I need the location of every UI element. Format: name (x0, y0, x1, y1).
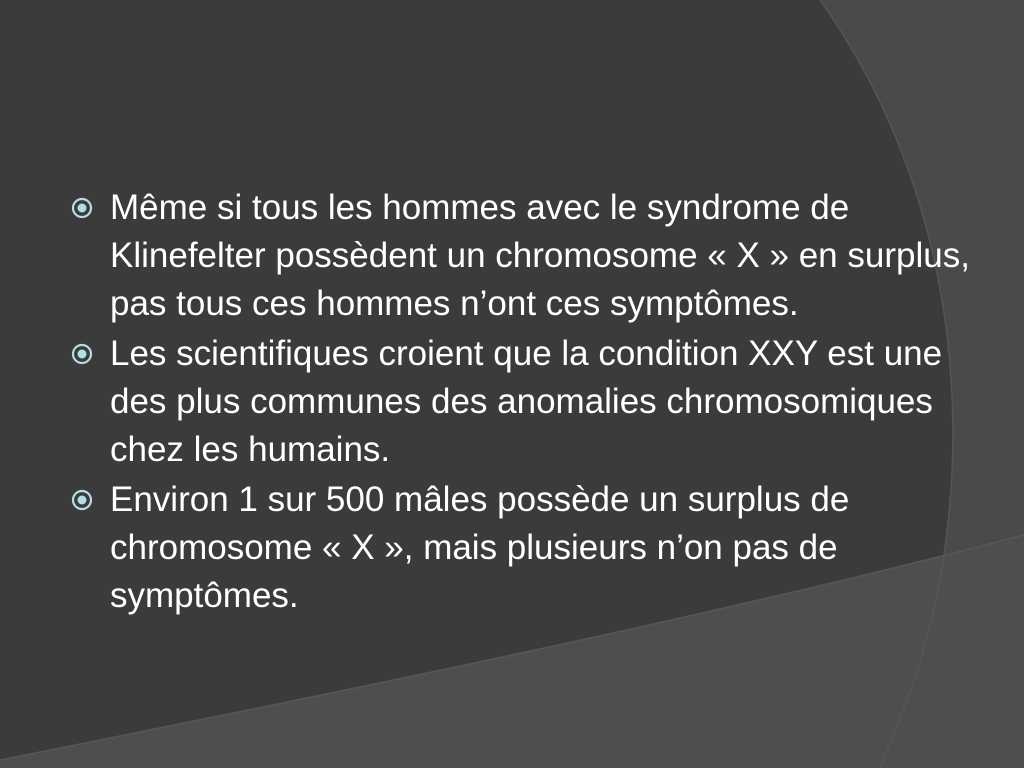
bullet-text: Même si tous les hommes avec le syndrome de Klinefelter possèdent un chromosome « X » en surplus, pas tous ces hommes n’ont ces symptômes. (110, 188, 970, 323)
bullet-item-1 (70, 184, 970, 328)
bullet-text: Les scientifiques croient que la condition XXY est une des plus communes des anomalies chromosomiques chez les humains. (110, 334, 943, 469)
bullet-item-2 (70, 330, 970, 474)
circle-bullet-icon (70, 196, 94, 220)
bullet-text: Environ 1 sur 500 mâles possède un surplus de chromosome « X », mais plusieurs n’on pas de symptômes. (110, 480, 850, 615)
bullet-list (70, 184, 970, 622)
circle-bullet-icon (70, 342, 94, 366)
circle-bullet-icon (70, 488, 94, 512)
bullet-item-3 (70, 476, 970, 620)
